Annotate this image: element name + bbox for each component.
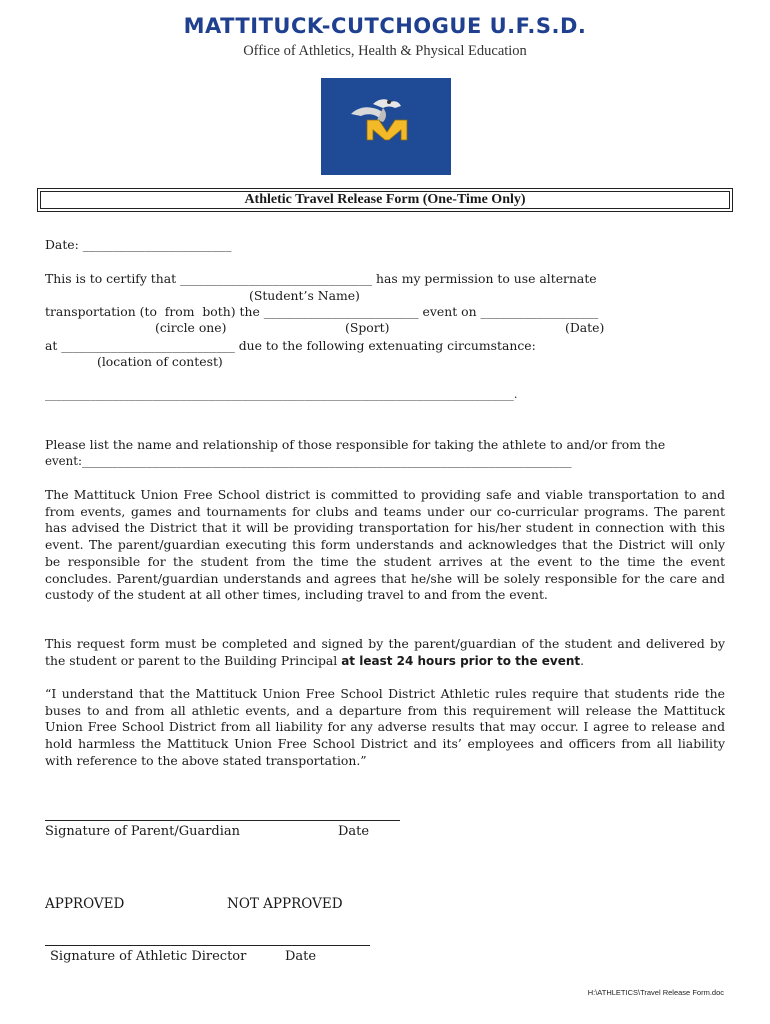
responsible-line: Please list the name and relationship of those responsible for taking the athlete to and/or from the: [45, 437, 666, 452]
sport-caption: (Sport): [345, 320, 390, 335]
request-deadline: at least 24 hours prior to the event: [341, 653, 581, 668]
mustang-logo-icon: [321, 78, 451, 175]
date-line[interactable]: Date: ________________________: [45, 237, 232, 252]
location-caption: (location of contest): [97, 354, 223, 369]
form-title: Athletic Travel Release Form (One-Time Only): [244, 192, 526, 207]
office-subtitle: Office of Athletics, Health & Physical Education: [243, 43, 527, 59]
certify-line[interactable]: This is to certify that _______________________________ has my permission to use alternate: [45, 271, 597, 286]
approved-option[interactable]: APPROVED: [45, 896, 125, 912]
circle-caption: (circle one): [155, 320, 227, 335]
liability-statement: “I understand that the Mattituck Union Free School District Athletic rules require that students ride the buses to and from all athletic events, and a departure from this requirement will release the Mattituck Union Free School District from all liability for any adverse results that may occur. I agree to release and hold harmless the Mattituck Union Free School District and its’ employees and officers from all liability with reference to the above stated transportation.”: [45, 686, 725, 768]
location-line[interactable]: at ____________________________ due to the following extenuating circumstance:: [45, 338, 536, 353]
director-signature-label: Signature of Athletic Director: [50, 949, 247, 964]
director-date-label: Date: [285, 949, 317, 964]
director-signature-line[interactable]: [45, 945, 370, 946]
transport-line[interactable]: transportation (to from both) the _________________________ event on ___________________: [45, 304, 599, 319]
circumstance-line[interactable]: ___________________________________________________________________________________.: [45, 388, 518, 401]
district-title: MATTITUCK-CUTCHOGUE U.F.S.D.: [183, 14, 587, 38]
parent-signature-label: Signature of Parent/Guardian: [45, 824, 241, 839]
policy-paragraph: The Mattituck Union Free School district is committed to providing safe and viable transportation to and from events, games and tournaments for clubs and teams under our co-curricular programs. The parent has advised the District that it will be providing transportation for his/her student in connection with this event. The parent/guardian executing this form understands and acknowledges that the District will only be responsible for the student from the time the student arrives at the event to the time the event concludes. Parent/guardian understands and agrees that he/she will be solely responsible for the care and custody of the student at all other times, including travel to and from the event.: [45, 487, 725, 603]
student-name-caption: (Student’s Name): [249, 288, 360, 303]
parent-date-label: Date: [338, 824, 370, 839]
responsible-field[interactable]: event:___________________________________________________________________________________: [45, 454, 572, 468]
form-title-box: [37, 188, 733, 212]
parent-signature-line[interactable]: [45, 820, 400, 821]
not-approved-option[interactable]: NOT APPROVED: [227, 896, 343, 912]
request-end: .: [580, 652, 585, 668]
school-logo: [321, 78, 451, 175]
file-path-footer: H:\ATHLETICS\Travel Release Form.doc: [587, 988, 724, 997]
request-text: This request form must be completed and signed by the parent/guardian of the student and delivered by the student or parent to the Building Principal: [45, 636, 725, 668]
date-caption: (Date): [565, 320, 605, 335]
request-paragraph: [45, 636, 725, 669]
